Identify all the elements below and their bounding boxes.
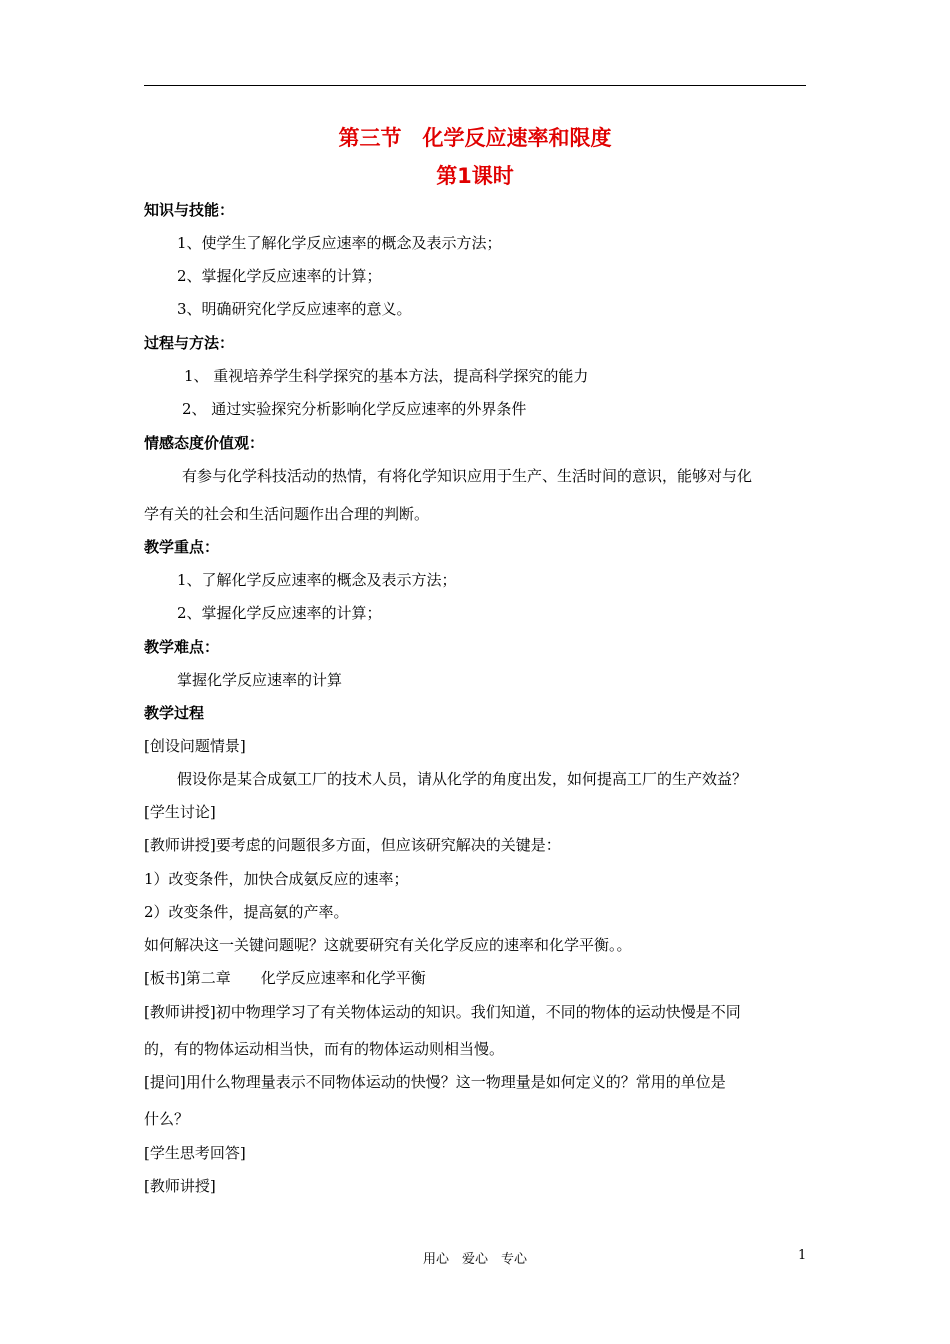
body-line: [板书]第二章 化学反应速率和化学平衡 bbox=[144, 969, 426, 987]
key-item: 1、了解化学反应速率的概念及表示方法； bbox=[177, 571, 457, 589]
body-line: [教师讲授] bbox=[144, 1177, 216, 1195]
knowledge-heading: 知识与技能： bbox=[144, 201, 235, 219]
body-line: 假设你是某合成氨工厂的技术人员，请从化学的角度出发，如何提高工厂的生产效益？ bbox=[177, 770, 748, 788]
process-heading: 过程与方法： bbox=[144, 334, 235, 352]
knowledge-item: 1、使学生了解化学反应速率的概念及表示方法； bbox=[177, 234, 502, 252]
body-line: 如何解决这一关键问题呢？这就要研究有关化学反应的速率和化学平衡。。 bbox=[144, 936, 632, 954]
knowledge-item: 2、掌握化学反应速率的计算； bbox=[177, 267, 382, 285]
body-line: 1）改变条件，加快合成氨反应的速率； bbox=[144, 870, 409, 888]
body-line: 2）改变条件，提高氨的产率。 bbox=[144, 903, 349, 921]
page-subtitle: 第1课时 bbox=[436, 164, 514, 188]
process-item: 2、 通过实验探究分析影响化学反应速率的外界条件 bbox=[182, 400, 527, 418]
page-title: 第三节 化学反应速率和限度 bbox=[338, 126, 612, 150]
body-line: [学生思考回答] bbox=[144, 1144, 246, 1162]
footer-text: 用心 爱心 专心 bbox=[422, 1252, 527, 1267]
body-line: [提问]用什么物理量表示不同物体运动的快慢？这一物理量是如何定义的？常用的单位是 bbox=[144, 1073, 726, 1091]
emotion-paragraph-line: 学有关的社会和生活问题作出合理的判断。 bbox=[144, 505, 430, 523]
knowledge-item: 3、明确研究化学反应速率的意义。 bbox=[177, 300, 412, 318]
body-line: 什么？ bbox=[144, 1110, 190, 1128]
page-number: 1 bbox=[798, 1248, 807, 1263]
emotion-heading: 情感态度价值观： bbox=[144, 434, 265, 452]
body-line: [教师讲授]初中物理学习了有关物体运动的知识。我们知道，不同的物体的运动快慢是不同 bbox=[144, 1003, 741, 1021]
process-item: 1、 重视培养学生科学探究的基本方法，提高科学探究的能力 bbox=[184, 367, 589, 385]
key-heading: 教学重点： bbox=[144, 538, 220, 556]
body-line: 的，有的物体运动相当快，而有的物体运动则相当慢。 bbox=[144, 1040, 505, 1058]
procedure-heading: 教学过程 bbox=[144, 704, 205, 722]
body-line: [教师讲授]要考虑的问题很多方面，但应该研究解决的关键是： bbox=[144, 836, 561, 854]
difficulty-heading: 教学难点： bbox=[144, 638, 220, 656]
emotion-paragraph-line: 有参与化学科技活动的热情，有将化学知识应用于生产、生活时间的意识，能够对与化 bbox=[182, 467, 753, 485]
body-line: [创设问题情景] bbox=[144, 737, 246, 755]
key-item: 2、掌握化学反应速率的计算； bbox=[177, 604, 382, 622]
body-line: [学生讨论] bbox=[144, 803, 216, 821]
header-rule bbox=[144, 85, 806, 86]
difficulty-item: 掌握化学反应速率的计算 bbox=[177, 671, 343, 689]
